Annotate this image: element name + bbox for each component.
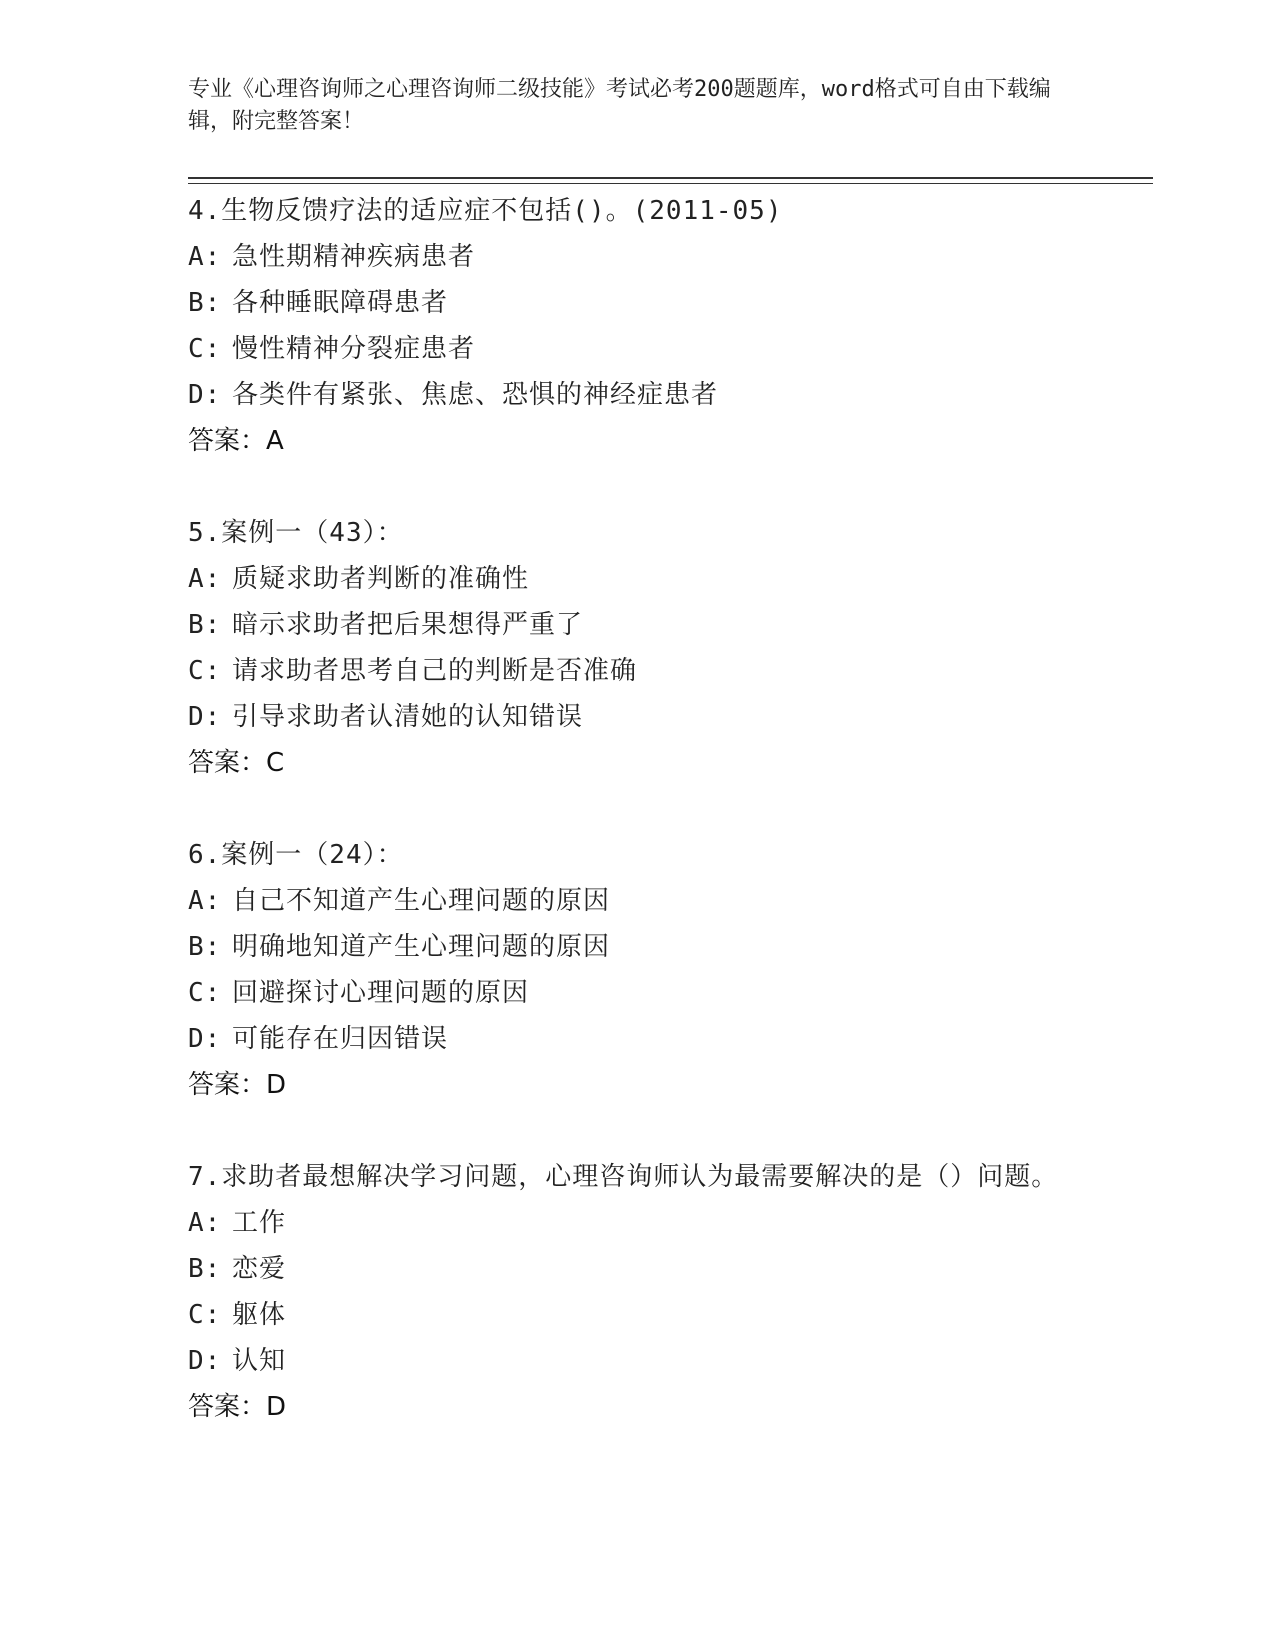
option-text: 可能存在归因错误 — [232, 1024, 449, 1054]
option-text: 工作 — [232, 1208, 287, 1238]
option-b — [188, 924, 1088, 970]
option-d — [188, 1016, 1088, 1062]
option-text: 恋爱 — [232, 1254, 287, 1284]
option-text: 请求助者思考自己的判断是否准确 — [232, 656, 638, 686]
option-b — [188, 1246, 1088, 1292]
option-b — [188, 602, 1088, 648]
option-c — [188, 1292, 1088, 1338]
option-key: D: — [188, 1024, 222, 1054]
option-text: 躯体 — [232, 1300, 287, 1330]
option-text: 慢性精神分裂症患者 — [232, 334, 476, 364]
question-stem: 6.案例一（24）： — [188, 840, 404, 870]
question-list — [188, 188, 1088, 1476]
document-header: 专业《心理咨询师之心理咨询师二级技能》考试必考200题题库，word格式可自由下载编辑，附完整答案！ — [188, 77, 1051, 134]
option-text: 自己不知道产生心理问题的原因 — [232, 886, 611, 916]
option-key: D: — [188, 1346, 222, 1376]
option-key: C: — [188, 656, 222, 686]
option-a — [188, 1200, 1088, 1246]
option-text: 急性期精神疾病患者 — [232, 242, 476, 272]
option-d — [188, 694, 1088, 740]
option-key: D: — [188, 380, 222, 410]
option-key: C: — [188, 1300, 222, 1330]
option-c — [188, 970, 1088, 1016]
question-4 — [188, 188, 1088, 464]
answer-line: 答案：C — [188, 748, 285, 778]
option-key: B: — [188, 932, 222, 962]
answer-line: 答案：A — [188, 426, 284, 456]
header-divider-thick — [188, 177, 1153, 179]
option-a — [188, 878, 1088, 924]
question-6 — [188, 832, 1088, 1108]
option-c — [188, 326, 1088, 372]
header-divider-thin — [188, 183, 1153, 184]
option-d — [188, 372, 1088, 418]
answer-line: 答案：D — [188, 1392, 287, 1422]
option-d — [188, 1338, 1088, 1384]
answer-line: 答案：D — [188, 1070, 287, 1100]
option-key: B: — [188, 1254, 222, 1284]
option-text: 各种睡眠障碍患者 — [232, 288, 449, 318]
option-key: A: — [188, 1208, 222, 1238]
option-text: 回避探讨心理问题的原因 — [232, 978, 530, 1008]
option-text: 质疑求助者判断的准确性 — [232, 564, 530, 594]
option-key: B: — [188, 288, 222, 318]
question-5 — [188, 510, 1088, 786]
question-stem: 7.求助者最想解决学习问题，心理咨询师认为最需要解决的是（）问题。 — [188, 1162, 1059, 1192]
option-text: 引导求助者认清她的认知错误 — [232, 702, 584, 732]
option-text: 各类件有紧张、焦虑、恐惧的神经症患者 — [232, 380, 719, 410]
option-text: 暗示求助者把后果想得严重了 — [232, 610, 584, 640]
option-key: C: — [188, 334, 222, 364]
option-b — [188, 280, 1088, 326]
option-key: D: — [188, 702, 222, 732]
option-key: A: — [188, 242, 222, 272]
option-key: A: — [188, 564, 222, 594]
option-a — [188, 556, 1088, 602]
question-stem: 5.案例一（43）： — [188, 518, 404, 548]
question-stem: 4.生物反馈疗法的适应症不包括()。(2011-05) — [188, 196, 783, 226]
option-c — [188, 648, 1088, 694]
question-7 — [188, 1154, 1088, 1430]
option-text: 认知 — [232, 1346, 287, 1376]
option-key: C: — [188, 978, 222, 1008]
option-key: A: — [188, 886, 222, 916]
option-text: 明确地知道产生心理问题的原因 — [232, 932, 611, 962]
option-key: B: — [188, 610, 222, 640]
option-a — [188, 234, 1088, 280]
